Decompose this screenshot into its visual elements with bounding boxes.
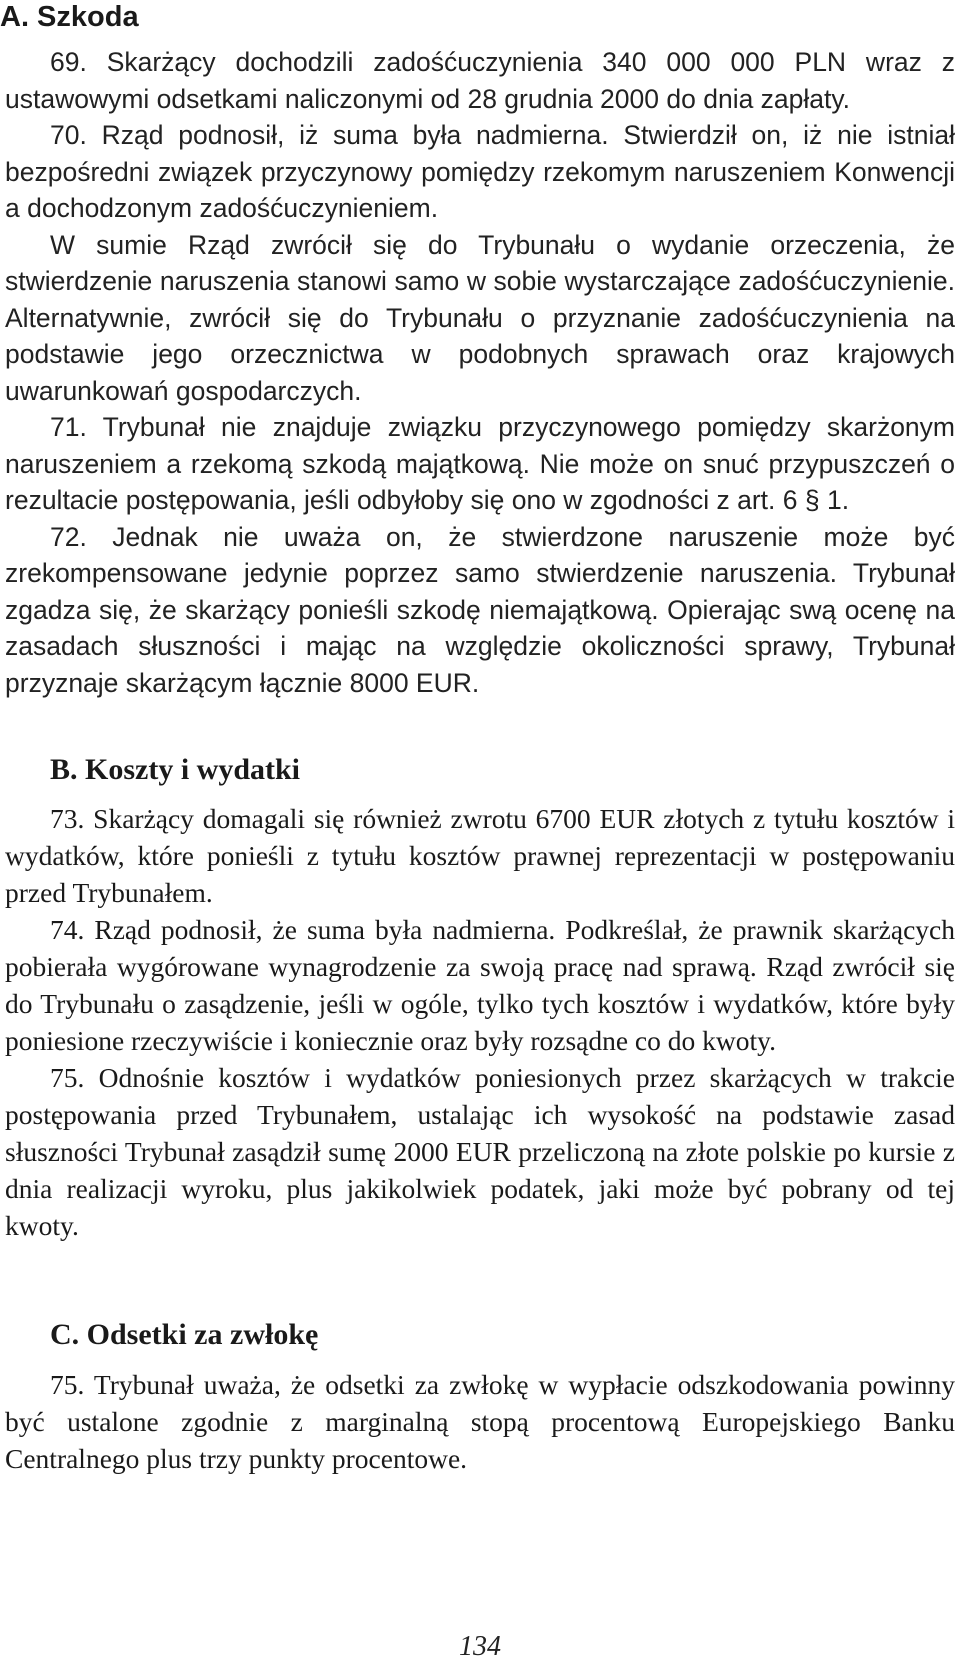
page-number: 134 bbox=[459, 1631, 501, 1662]
paragraph-69: 69. Skarżący dochodzili zadośćuczynienia 340 000 000 PLN wraz z ustawowymi odsetkami naliczonymi od 28 grudnia 2000 do dnia zapłaty. bbox=[5, 47, 955, 114]
section-body-costs bbox=[5, 800, 955, 1244]
section-body-damages bbox=[5, 44, 955, 701]
paragraph-70-continued: W sumie Rząd zwrócił się do Trybunału o wydanie orzeczenia, że stwierdzenie naruszenia stanowi samo w sobie wystarczające zadośćuczynienie. Alternatywnie, zwrócił się do Trybunału o przyznanie zadośćuczynienia na podstawie jego orzecznictwa w podobnych sprawach oraz krajowych uwarunkowań gospodarczych. bbox=[5, 229, 955, 406]
paragraph-75-interest: 75. Trybunał uważa, że odsetki za zwłokę w wypłacie odszkodowania powinny być ustalone zgodnie z marginalną stopą procentową Europejskiego Banku Centralnego plus trzy punkty procentowe. bbox=[5, 1369, 955, 1474]
section-heading-damages: A. Szkoda bbox=[0, 1, 139, 33]
paragraph-74: 74. Rząd podnosił, że suma była nadmierna. Podkreślał, że prawnik skarżących pobierała wygórowane wynagrodzenie za swoją pracę nad sprawą. Rząd zwrócił się do Trybunału o zasądzenie, jeśli w ogóle, tylko tych kosztów i wydatków, które były poniesione rzeczywiście i koniecznie oraz były rozsądne co do kwoty. bbox=[5, 914, 955, 1056]
paragraph-75-costs: 75. Odnośnie kosztów i wydatków poniesionych przez skarżących w trakcie postępowania przed Trybunałem, ustalając ich wysokość na podstawie zasad słuszności Trybunał zasądził sumę 2000 EUR przeliczoną na złote polskie po kursie z dnia realizacji wyroku, plus jakikolwiek podatek, jaki może być pobrany od tej kwoty. bbox=[5, 1062, 955, 1241]
paragraph-70: 70. Rząd podnosił, iż suma była nadmierna. Stwierdził on, iż nie istniał bezpośredni związek przyczynowy pomiędzy rzekomym naruszeniem Konwencji a dochodzonym zadośćuczynieniem. bbox=[5, 120, 955, 223]
section-heading-interest: C. Odsetki za zwłokę bbox=[50, 1318, 319, 1351]
section-heading-costs: B. Koszty i wydatki bbox=[50, 753, 301, 786]
paragraph-72: 72. Jednak nie uważa on, że stwierdzone naruszenie może być zrekompensowane jedynie poprzez samo stwierdzenie naruszenia. Trybunał zgadza się, że skarżący ponieśli szkodę niemajątkową. Opierając swą ocenę na zasadach słuszności i mając na względzie okoliczności sprawy, Trybunał przyznaje skarżącym łącznie 8000 EUR. bbox=[5, 521, 955, 698]
section-body-interest bbox=[5, 1366, 955, 1477]
paragraph-71: 71. Trybunał nie znajduje związku przyczynowego pomiędzy skarżonym naruszeniem a rzekomą szkodą majątkową. Nie może on snuć przypuszczeń o rezultacie postępowania, jeśli odbyłoby się ono w zgodności z art. 6 § 1. bbox=[5, 412, 955, 515]
paragraph-73: 73. Skarżący domagali się również zwrotu 6700 EUR złotych z tytułu kosztów i wydatków, które ponieśli z tytułu kosztów prawnej reprezentacji w postępowaniu przed Trybunałem. bbox=[5, 803, 955, 908]
